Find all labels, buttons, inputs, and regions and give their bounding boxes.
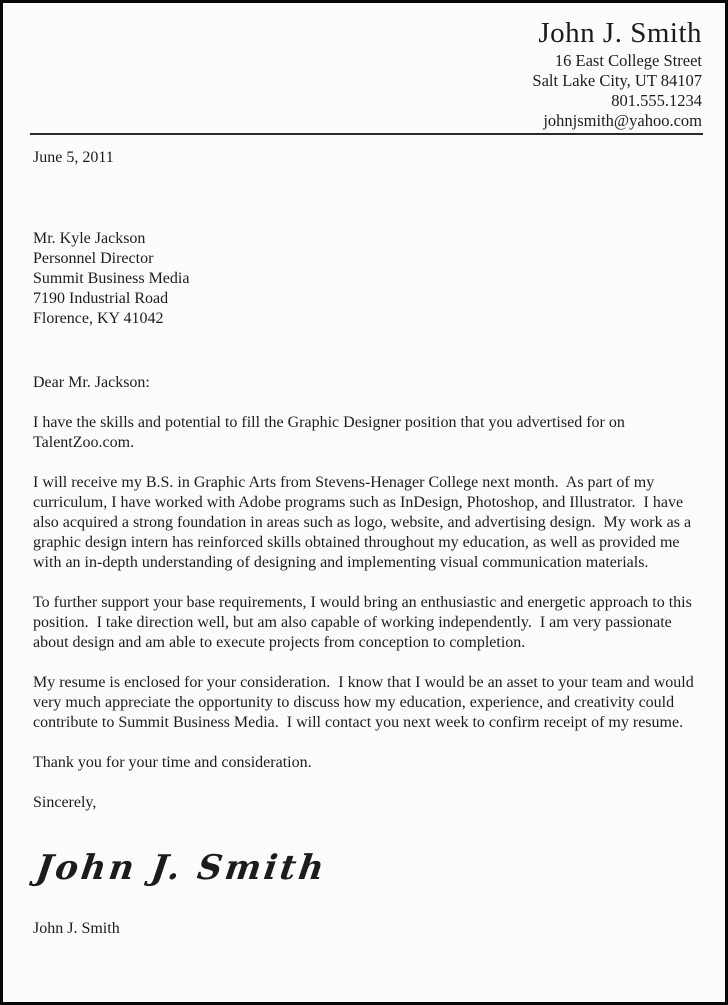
sender-email: johnjsmith@yahoo.com	[543, 111, 702, 130]
letterhead	[30, 15, 703, 131]
paragraph-education: I will receive my B.S. in Graphic Arts from Stevens-Henager College next month. As part of my curriculum, I have worked with Adobe programs such as InDesign, Photoshop, and Illustrator. I have also acquired a strong foundation in areas such as logo, website, and advertising design. My work as a graphic design intern has reinforced skills obtained throughout my education, as well as provided me with an in-depth understanding of designing and implementing visual communication materials.	[33, 474, 696, 571]
letter-body	[30, 148, 703, 939]
closing: Sincerely,	[33, 794, 97, 811]
salutation: Dear Mr. Jackson:	[33, 374, 150, 391]
paragraph-intro: I have the skills and potential to fill the Graphic Designer position that you advertised for on TalentZoo.com.	[33, 414, 629, 451]
recipient-name: Mr. Kyle Jackson	[33, 230, 146, 247]
letter-date: June 5, 2011	[33, 149, 114, 166]
sender-city-state-zip: Salt Lake City, UT 84107	[532, 71, 702, 90]
sender-name: John J. Smith	[538, 17, 702, 49]
handwritten-signature: John J. Smith	[33, 848, 330, 888]
recipient-city: Florence, KY 41042	[33, 310, 164, 327]
paragraph-thanks: Thank you for your time and consideration.	[33, 754, 312, 771]
recipient-company: Summit Business Media	[33, 270, 190, 287]
recipient-title: Personnel Director	[33, 250, 154, 267]
recipient-address-block	[33, 229, 701, 329]
sender-street: 16 East College Street	[554, 51, 702, 70]
paragraph-resume: My resume is enclosed for your consideration. I know that I would be an asset to your team and would very much appreciate the opportunity to discuss how my education, experience, and creativity could contribute to Summit Business Media. I will contact you next week to confirm receipt of my resume.	[33, 674, 698, 731]
recipient-street: 7190 Industrial Road	[33, 290, 169, 307]
header-divider	[30, 133, 703, 135]
paragraph-qualities: To further support your base requirements, I would bring an enthusiastic and energetic approach to this position. I take direction well, but am also capable of working independently. I am very passionate about design and am able to execute projects from conception to completion.	[33, 594, 696, 651]
typed-name: John J. Smith	[33, 920, 120, 937]
sender-phone: 801.555.1234	[611, 91, 702, 110]
